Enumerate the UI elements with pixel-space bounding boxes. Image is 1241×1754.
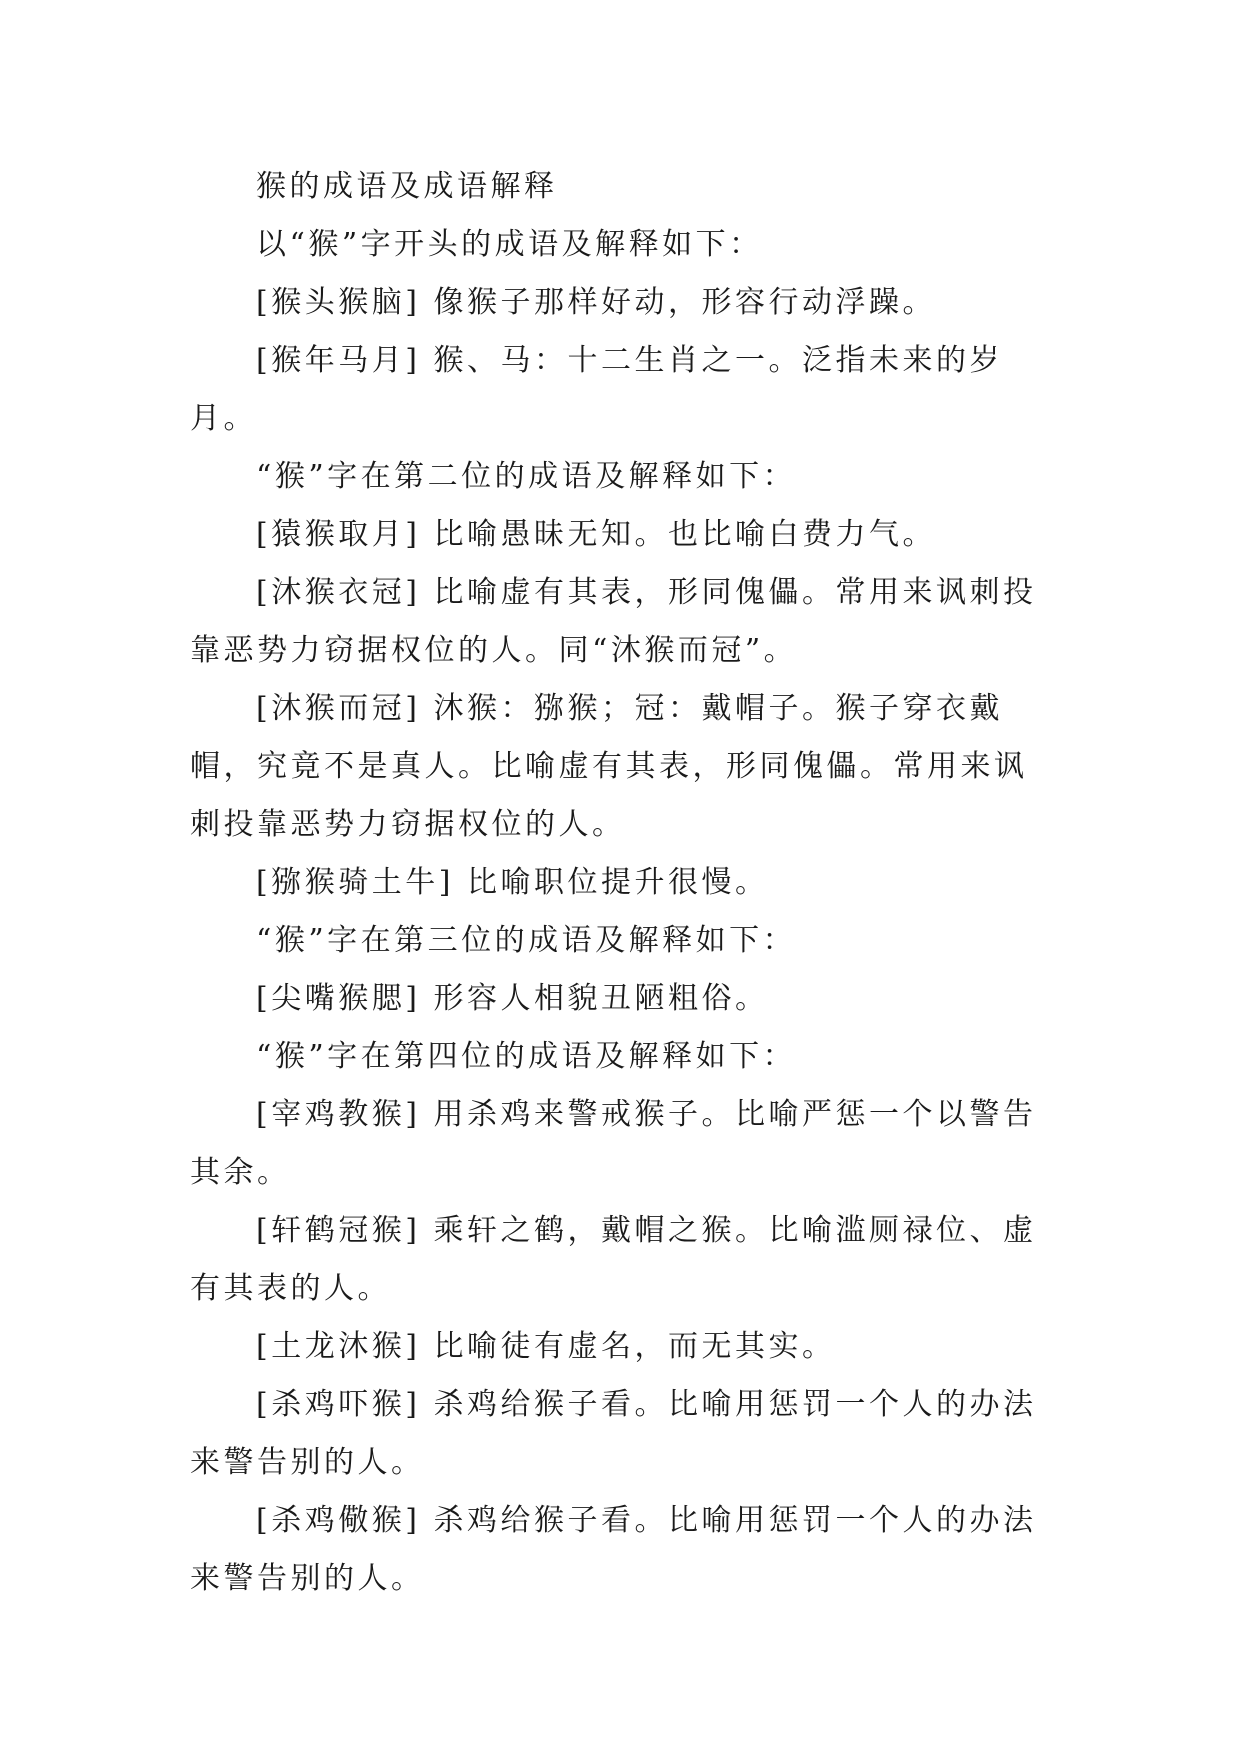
paragraph: [猿猴取月] 比喻愚昧无知。也比喻白费力气。 bbox=[256, 517, 936, 552]
paragraph: “猴”字在第四位的成语及解释如下： bbox=[256, 1039, 797, 1074]
paragraph: “猴”字在第二位的成语及解释如下： bbox=[256, 459, 797, 494]
paragraph: [沐猴衣冠] 比喻虚有其表，形同傀儡。常用来讽刺投靠恶势力窃据权位的人。同“沐猴而冠”。 bbox=[190, 575, 1037, 668]
paragraph: “猴”字在第三位的成语及解释如下： bbox=[256, 923, 797, 958]
paragraph: [杀鸡吓猴] 杀鸡给猴子看。比喻用惩罚一个人的办法来警告别的人。 bbox=[190, 1387, 1037, 1480]
paragraph: [沐猴而冠] 沐猴：猕猴；冠：戴帽子。猴子穿衣戴帽，究竟不是真人。比喻虚有其表，形同傀儡。常用来讽刺投靠恶势力窃据权位的人。 bbox=[190, 691, 1028, 842]
paragraph: [猕猴骑土牛] 比喻职位提升很慢。 bbox=[256, 865, 769, 900]
paragraph: [宰鸡教猴] 用杀鸡来警戒猴子。比喻严惩一个以警告其余。 bbox=[190, 1097, 1037, 1190]
paragraph: [杀鸡儆猴] 杀鸡给猴子看。比喻用惩罚一个人的办法来警告别的人。 bbox=[190, 1503, 1037, 1596]
paragraph: [猴头猴脑] 像猴子那样好动，形容行动浮躁。 bbox=[256, 285, 936, 320]
paragraph: [轩鹤冠猴] 乘轩之鹤，戴帽之猴。比喻滥厕禄位、虚有其表的人。 bbox=[190, 1213, 1037, 1306]
paragraph: [尖嘴猴腮] 形容人相貌丑陋粗俗。 bbox=[256, 981, 769, 1016]
paragraph: [猴年马月] 猴、马：十二生肖之一。泛指未来的岁月。 bbox=[190, 343, 1003, 436]
paragraph: 以“猴”字开头的成语及解释如下： bbox=[256, 227, 763, 262]
document-body bbox=[190, 158, 1055, 1608]
paragraph: [土龙沐猴] 比喻徒有虚名，而无其实。 bbox=[256, 1329, 836, 1364]
document-title: 猴的成语及成语解释 bbox=[256, 169, 558, 204]
